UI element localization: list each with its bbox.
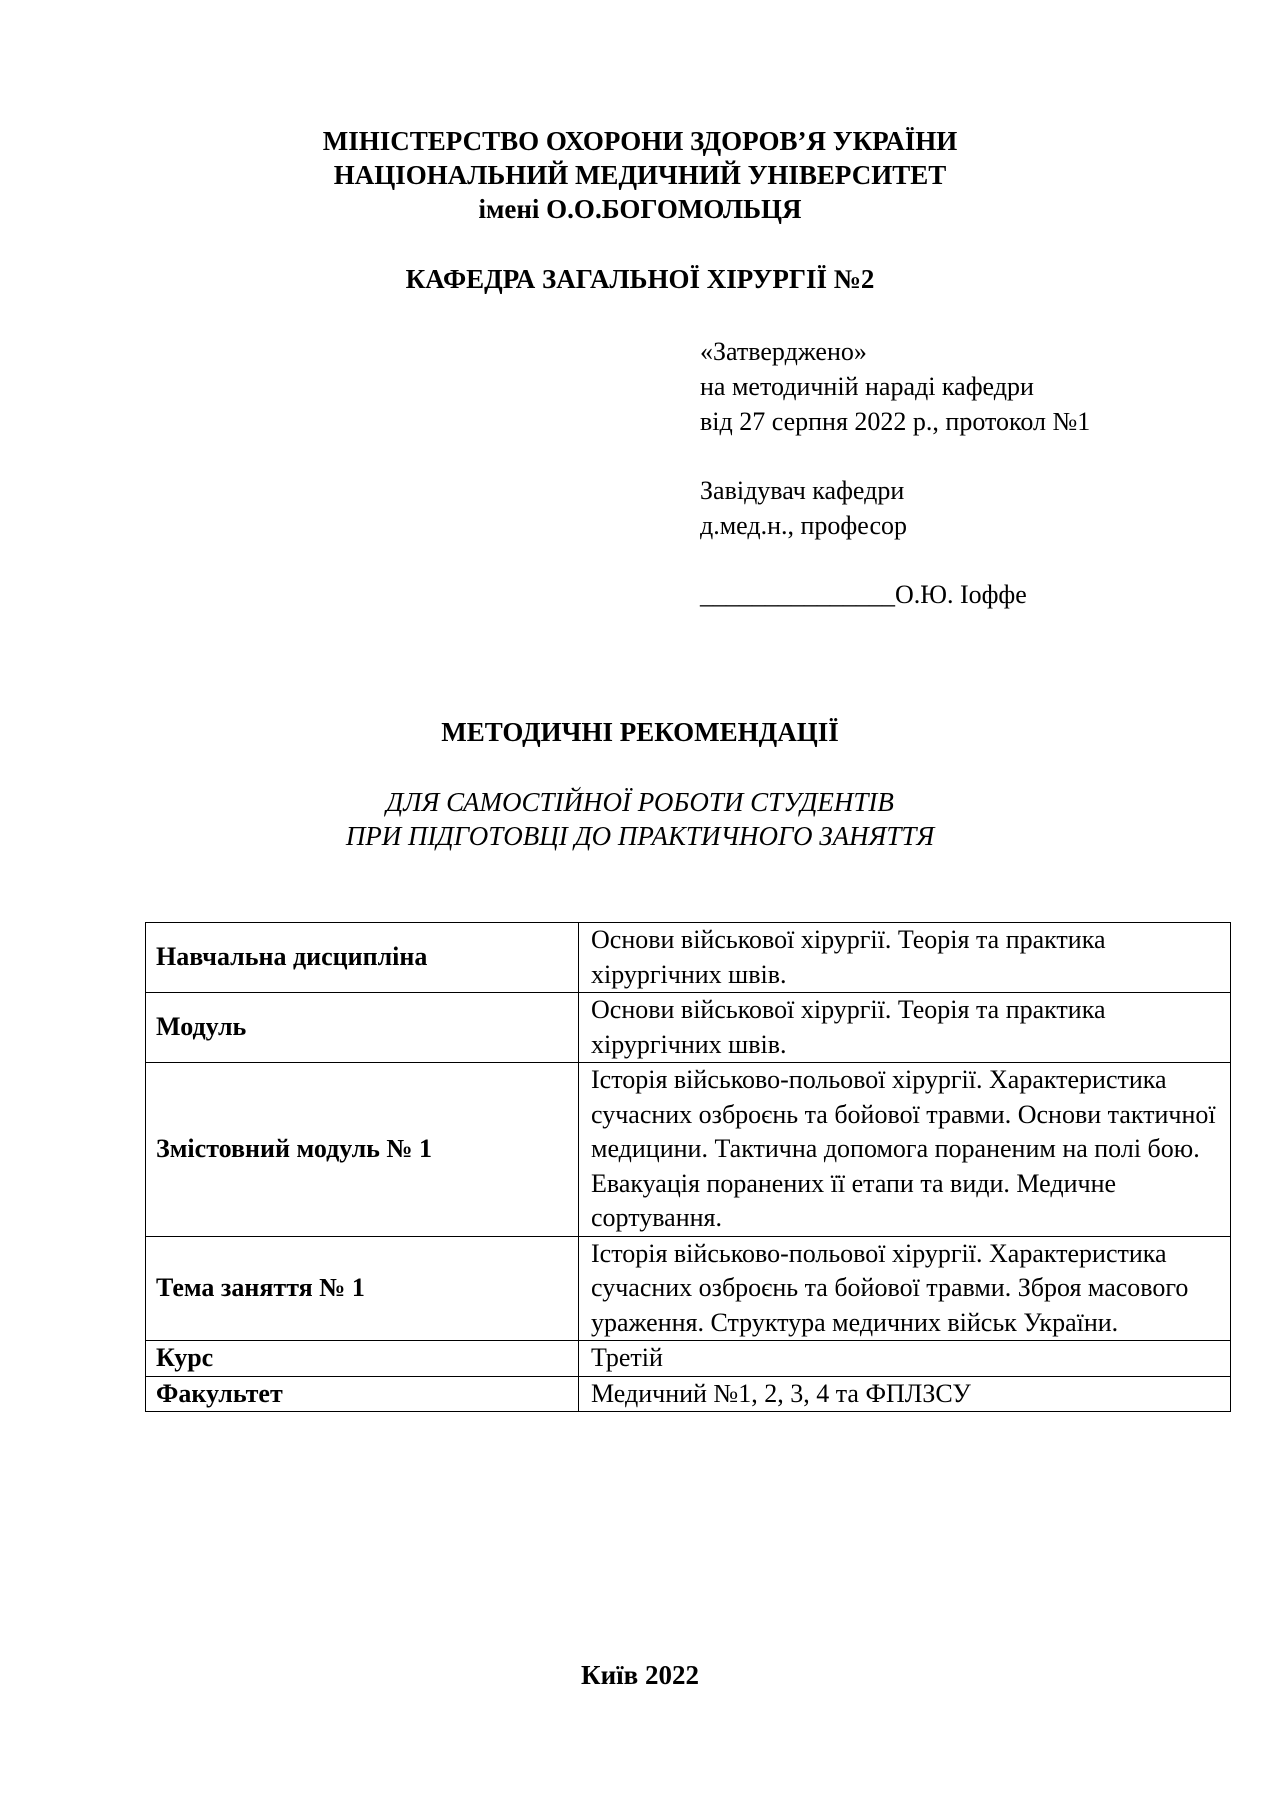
row-value-faculty: Медичний №1, 2, 3, 4 та ФПЛЗСУ: [579, 1376, 1231, 1412]
row-label-content-module: Змістовний модуль № 1: [146, 1063, 579, 1237]
table-row: [146, 1341, 1231, 1377]
table-row: [146, 1063, 1231, 1237]
table-row: [146, 1376, 1231, 1412]
university-heading: НАЦІОНАЛЬНИЙ МЕДИЧНИЙ УНІВЕРСИТЕТ: [333, 160, 947, 190]
row-value-topic: Історія військово-польової хірургії. Характеристика сучасних озброєнь та бойової травми. Зброя масового ураження. Структура медичних військ України.: [579, 1236, 1231, 1341]
ministry-heading: МІНІСТЕРСТВО ОХОРОНИ ЗДОРОВ’Я УКРАЇНИ: [322, 126, 958, 156]
row-value-course: Третій: [579, 1341, 1231, 1377]
row-label-topic: Тема заняття № 1: [146, 1236, 579, 1341]
row-label-course: Курс: [146, 1341, 579, 1377]
row-value-module: Основи військової хірургії. Теорія та практика хірургічних швів.: [579, 993, 1231, 1063]
document-subtitle-1: ДЛЯ САМОСТІЙНОЇ РОБОТИ СТУДЕНТІВ: [386, 787, 894, 817]
document-subtitle-2: ПРИ ПІДГОТОВЦІ ДО ПРАКТИЧНОГО ЗАНЯТТЯ: [345, 821, 935, 851]
table-row: [146, 923, 1231, 993]
approval-meeting: на методичній нараді кафедри: [700, 372, 1034, 401]
document-title: МЕТОДИЧНІ РЕКОМЕНДАЦІЇ: [441, 717, 839, 747]
signature-line: _______________О.Ю. Іоффе: [700, 580, 1027, 609]
approval-stamp: «Затверджено»: [700, 337, 867, 366]
table-row: [146, 1236, 1231, 1341]
head-of-department-title: Завідувач кафедри: [700, 476, 905, 505]
row-label-discipline: Навчальна дисципліна: [146, 923, 579, 993]
row-value-content-module: Історія військово-польової хірургії. Характеристика сучасних озброєнь та бойової травми. Основи тактичної медицини. Тактична допомога пораненим на полі бою. Евакуація поранених її етапи та види. Медичне сортування.: [579, 1063, 1231, 1237]
row-value-discipline: Основи військової хірургії. Теорія та практика хірургічних швів.: [579, 923, 1231, 993]
course-info-table: [145, 922, 1231, 1412]
table-row: [146, 993, 1231, 1063]
department-heading: КАФЕДРА ЗАГАЛЬНОЇ ХІРУРГІЇ №2: [405, 264, 875, 294]
university-name-heading: імені О.О.БОГОМОЛЬЦЯ: [478, 194, 802, 224]
approval-date-protocol: від 27 серпня 2022 р., протокол №1: [700, 407, 1091, 436]
row-label-module: Модуль: [146, 993, 579, 1063]
head-degree: д.мед.н., професор: [700, 511, 908, 540]
row-label-faculty: Факультет: [146, 1376, 579, 1412]
city-year-footer: Київ 2022: [581, 1660, 699, 1690]
